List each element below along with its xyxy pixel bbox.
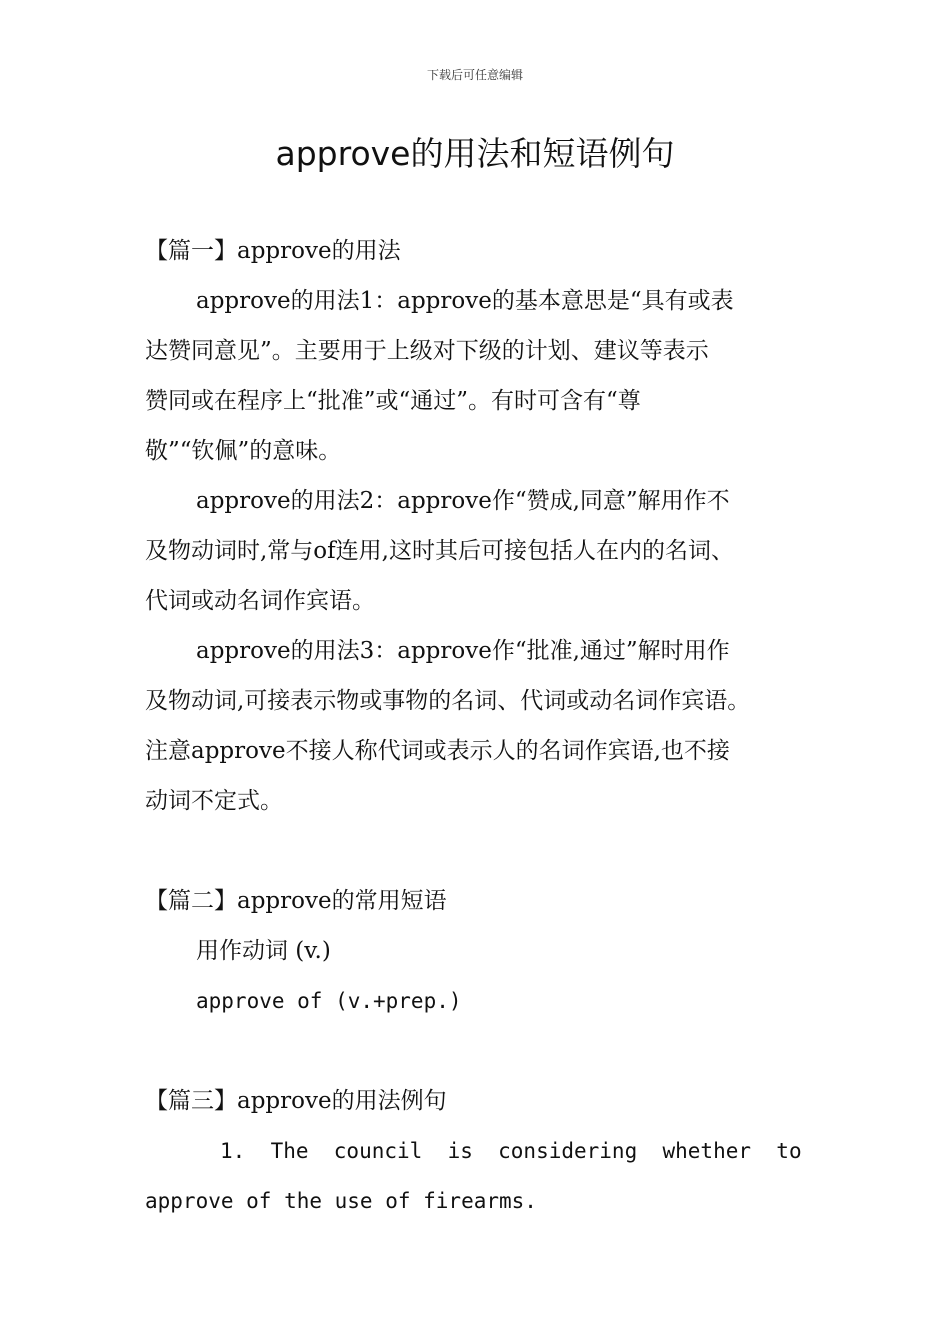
section-heading-2: 【篇二】approve的常用短语 [145, 888, 447, 914]
text-line: 敬”“钦佩”的意味。 [145, 438, 342, 464]
text-line: approve的用法2：approve作“赞成,同意”解用作不 [196, 488, 730, 514]
text-line: 及物动词时,常与of连用,这时其后可接包括人在内的名词、 [145, 538, 734, 564]
text-line: 1. The council is considering whether to [220, 1139, 802, 1163]
text-line: 注意approve不接人称代词或表示人的名词作宾语,也不接 [145, 738, 730, 764]
text-line: approve的用法3：approve作“批准,通过”解时用作 [196, 638, 730, 664]
example-sentence-1 [145, 1126, 807, 1226]
phrase-item: approve of (v.+prep.) [196, 989, 462, 1013]
text-line: 代词或动名词作宾语。 [145, 588, 375, 614]
paragraph-usage-3 [145, 626, 807, 826]
document-title: approve的用法和短语例句 [275, 134, 675, 173]
text-line: approve的用法1：approve的基本意思是“具有或表 [196, 288, 734, 314]
text-line: 赞同或在程序上“批准”或“通过”。有时可含有“尊 [145, 388, 641, 414]
blank-line [145, 1026, 807, 1076]
paragraph-usage-1 [145, 276, 807, 476]
blank-line [145, 826, 807, 876]
section-heading-1: 【篇一】approve的用法 [145, 238, 401, 264]
document-body [145, 226, 807, 1226]
phrase-item: 用作动词 (v.) [196, 938, 331, 964]
text-line: 及物动词,可接表示物或事物的名词、代词或动名词作宾语。 [145, 688, 751, 714]
text-line: approve of the use of firearms. [145, 1189, 537, 1213]
section-heading-3: 【篇三】approve的用法例句 [145, 1088, 447, 1114]
text-line: 达赞同意见”。主要用于上级对下级的计划、建议等表示 [145, 338, 709, 364]
paragraph-usage-2 [145, 476, 807, 626]
header-note: 下载后可任意编辑 [426, 68, 523, 82]
text-line: 动词不定式。 [145, 788, 283, 814]
